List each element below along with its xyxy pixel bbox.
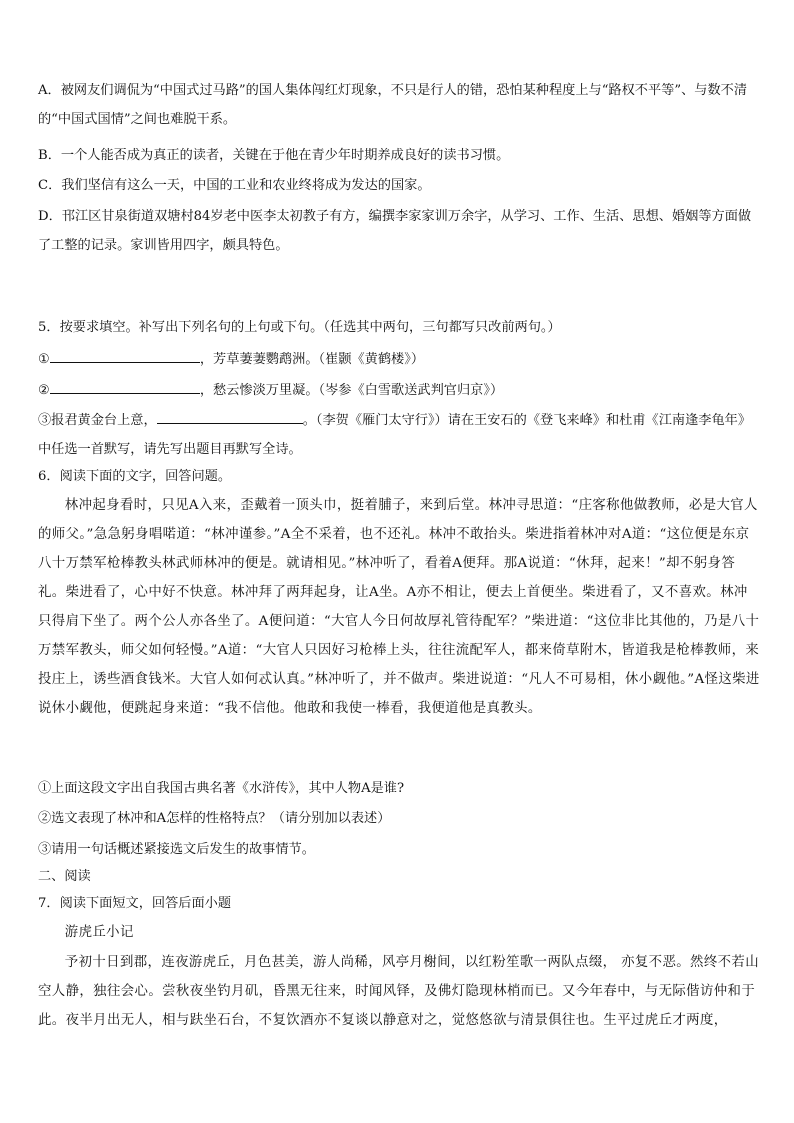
q5-item-2-prefix: ② bbox=[38, 383, 50, 398]
question-7-passage: 予初十日到郡，连夜游虎丘，月色甚美，游人尚稀，风亭月榭间，以红粉笙歌一两队点缀， 亦复不恶。然终不若山空人静，独往会心。尝秋夜坐钓月矶，昏黑无往来，时闻风铎，及佛灯隐现林梢而已。又今年春中，与无际偕访仲和于此。夜半月出无人，相与趺坐石台，不复饮酒亦不复谈以静意对之，觉悠悠欲与清景俱往也。生平过虎丘才两度， bbox=[38, 955, 759, 1028]
q5-item-1 bbox=[38, 345, 760, 374]
q5-item-3-prefix: ③报君黄金台上意， bbox=[38, 413, 157, 428]
q5-item-1-prefix: ① bbox=[38, 352, 50, 367]
question-6-sub-3: ③请用一句话概述紧接选文后发生的故事情节。 bbox=[38, 842, 315, 857]
option-c: C．我们坚信有这么一天，中国的工业和农业终将成为发达的国家。 bbox=[38, 178, 431, 193]
question-5-stem: 5．按要求填空。补写出下列名句的上句或下句。（任选其中两句，三句都写只改前两句。） bbox=[38, 320, 561, 335]
option-a: A．被网友们调侃为“中国式过马路”的国人集体闯红灯现象，不只是行人的错，恐怕某种程度上与“路权不平等”、与数不清的“中国式国情”之间也难脱干系。 bbox=[38, 83, 748, 127]
question-6-stem: 6．阅读下面的文字，回答问题。 bbox=[38, 469, 232, 484]
blank-1[interactable] bbox=[50, 348, 200, 363]
passage-title: 游虎丘小记 bbox=[64, 925, 134, 940]
question-6-sub-1: ①上面这段文字出自我国古典名著《水浒传》，其中人物A是谁? bbox=[38, 781, 405, 796]
q5-item-3 bbox=[38, 406, 760, 464]
q5-item-2 bbox=[38, 376, 760, 405]
q5-item-3-text: 。（李贺《雁门太守行》）请在王安石的《登飞来峰》和杜甫《江南逢李龟年》中任选一首默写，请先写出题目再默写全诗。 bbox=[38, 413, 752, 457]
option-b: B．一个人能否成为真正的读者，关键在于他在青少年时期养成良好的读书习惯。 bbox=[38, 148, 510, 163]
question-6-passage: 林冲起身看时，只见A入来，歪戴着一顶头巾，挺着脯子，来到后堂。林冲寻思道：“庄客称他做教师，必是大官人的师父。”急急躬身唱喏道：“林冲谨参。”A全不采着，也不还礼。林冲不敢抬头。柴进指着林冲对A道：“这位便是东京八十万禁军枪棒教头林武师林冲的便是。就请相见。”林冲听了，看着A便拜。那A说道：“休拜，起来！”却不躬身答礼。柴进看了，心中好不快意。林冲拜了两拜起身，让A坐。A亦不相让，便去上首便坐。柴进看了，又不喜欢。林冲只得肩下坐了。两个公人亦各坐了。A便问道：“大官人今日何故厚礼管待配军？”柴进道：“这位非比其他的，乃是八十万禁军教头，师父如何轻慢。”A道：“大官人只因好习枪棒上头，往往流配军人，都来倚草附木，皆道我是枪棒教师，来投庄上，诱些酒食钱米。大官人如何忒认真。”林冲听了，并不做声。柴进说道：“凡人不可易相，休小觑他。”A怪这柴进说休小觑他，便跳起身来道：“我不信他。他敢和我使一棒看，我便道他是真教头。 bbox=[38, 498, 760, 716]
blank-3[interactable] bbox=[157, 409, 303, 424]
q5-item-1-text: ，芳草萋萋鹦鹉洲。（崔颢《黄鹤楼》） bbox=[199, 352, 425, 367]
q5-item-2-text: ，愁云惨淡万里凝。（岑参《白雪歌送武判官归京》） bbox=[199, 383, 504, 398]
question-7-stem: 7．阅读下面短文，回答后面小题 bbox=[38, 896, 232, 911]
option-d: D．邗江区甘泉街道双塘村84岁老中医李太初教子有方，编撰李家家训万余字，从学习、工作、生活、思想、婚姻等方面做了工整的记录。家训皆用四字，颇具特色。 bbox=[38, 209, 752, 253]
section-heading-reading: 二、阅读 bbox=[38, 869, 91, 884]
question-6-sub-2: ②选文表现了林冲和A怎样的性格特点？（请分别加以表述） bbox=[38, 811, 391, 826]
blank-2[interactable] bbox=[50, 379, 200, 394]
